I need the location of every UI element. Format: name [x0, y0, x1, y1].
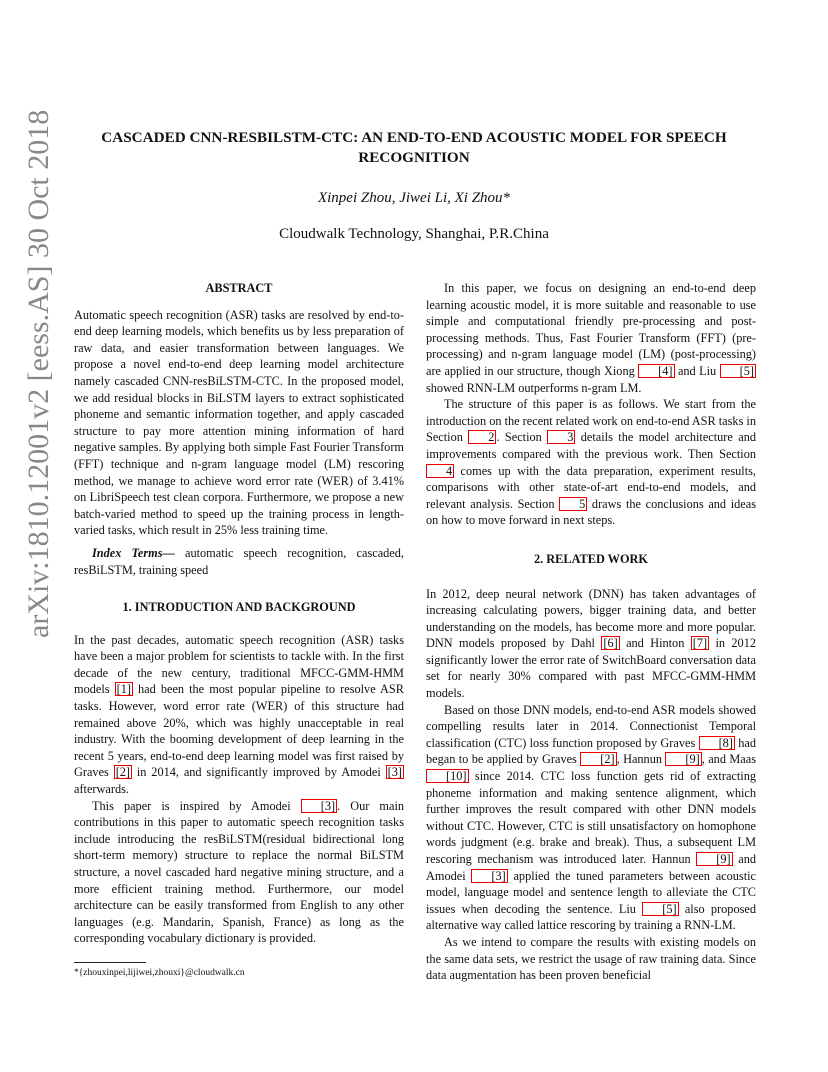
intro-paragraph-3: In this paper, we focus on designing an end-to-end deep learning acoustic model, it is more suitable and reasonable to use simple and computational friendly pre-processing and post-processing methods. Thus, Fast Fourier Transform (FFT) (pre-processing) and n-gram language model (LM) (post-processing) are applied in our structure, though Xiong [4] and Liu [5] showed RNN-LM outperforms n-gram LM.	[426, 281, 756, 395]
citation-link[interactable]: [5]	[720, 364, 756, 378]
citation-link[interactable]: [2]	[115, 765, 131, 780]
citation-link[interactable]: [2]	[580, 752, 616, 766]
section-2-heading: 2. RELATED WORK	[534, 551, 648, 566]
citation-link[interactable]: [3]	[471, 869, 507, 883]
section-link[interactable]: 3	[547, 430, 575, 444]
authors: Xinpei Zhou, Jiwei Li, Xi Zhou*	[317, 190, 511, 206]
citation-link[interactable]: [8]	[699, 736, 735, 750]
section-2-paragraph-2: Based on those DNN models, end-to-end ASR models showed compelling results later in 2014. Connectionist Temporal classification (CTC) loss function proposed by Graves [8] had began to be applied by Graves [2] , Hannun [9] , and Maas [10] since 2014. CTC loss function gets rid of extracting phoneme information and making sentence alignment, which further improves the result compared with other DNN models without CTC. However, CTC is still unsatisfactory on homophone words judgment (e.g. brake and break). Thus, a subsequent LM rescoring mechanism was introduced later. Hannun [9] and Amodei [3] applied the tuned parameters between acoustic model, language model and sentence length to alleviate the CTC issues when decoding the sentence. Liu [5] also proposed alternative way called lattice rescoring by training a RNN-LM.	[426, 702, 757, 933]
left-column	[74, 280, 404, 947]
citation-link[interactable]: [5]	[642, 902, 678, 916]
section-link[interactable]: 2	[468, 430, 496, 444]
citation-link[interactable]: [1]	[116, 682, 131, 697]
section-1-paragraph-2: This paper is inspired by Amodei [3] . Our main contributions in this paper to automatic speech recognition tasks include introducing the resBiLSTM(residual bidirectional long short-term memory) structure to replace the normal BiLSTM structure, a novel cascaded hard negative mining structure, and a more efficient training method. Furthermore, our model architecture can be easily transformed from English to any other languages (e.g. Mandarin, Spanish, France) as long as the corresponding vocabulary dictionary is provided.	[74, 798, 405, 946]
index-terms	[74, 545, 404, 578]
title-line-2: RECOGNITION	[358, 149, 470, 166]
affiliation: Cloudwalk Technology, Shanghai, P.R.China	[279, 226, 549, 242]
section-2-paragraph-3: As we intend to compare the results with existing models on the same data sets, we restrict the usage of raw training data. Since data augmentation has been proven beneficial	[426, 934, 756, 983]
citation-link[interactable]: [6]	[603, 636, 618, 651]
abstract-text: Automatic speech recognition (ASR) tasks are resolved by end-to-end deep learning models, which benefits us by less preparation of raw data, and easier transformation between languages. We propose a novel end-to-end deep learning model architecture namely cascaded CNN-resBiLSTM-CTC. In the proposed model, we add residual blocks in BiLSTM layers to extract sophisticated phoneme and semantic information together, and apply cascaded structure to pay more attention mining information of hard negative samples. By applying both simple Fast Fourier Transform (FFT) technique and n-gram language model (LM) rescoring method, we manage to achieve word error rate (WER) of 3.41% on LibriSpeech test clean corpora. Furthermore, we propose a new batch-varied method to speed up the training process in length-varied tasks, which result in 25% less training time.	[74, 307, 404, 538]
citation-link[interactable]: [9]	[665, 752, 701, 766]
footnote-rule	[74, 962, 146, 963]
section-1-heading: 1. INTRODUCTION AND BACKGROUND	[122, 600, 356, 615]
citation-link[interactable]: [3]	[387, 765, 403, 780]
citation-link[interactable]: [7]	[692, 636, 708, 651]
section-1-paragraph-1: In the past decades, automatic speech recognition (ASR) tasks have been a major problem for scientists to tackle with. In the first decade of the new century, traditional MFCC-GMM-HMM models [1] had been the most popular pipeline to resolve ASR tasks. However, word error rate (WER) of this structure had remained above 20%, which was highly unacceptable in real industry. With the booming development of deep learning in the recent 5 years, end-to-end deep learning model was first raised by Graves [2] in 2014, and significantly improved by Amodei [3] afterwards.	[74, 632, 404, 797]
index-terms-text: automatic speech recognition, cascaded, resBiLSTM, training speed	[74, 545, 404, 577]
section-2-paragraph-1: In 2012, deep neural network (DNN) has taken advantages of increasing calculating powers, bigger training data, and better understanding on the models, has become more and more popular. DNN models proposed by Dahl [6] and Hinton [7] in 2012 significantly lower the error rate of SwitchBoard conversation data set for nearly 30% compared with past MFCC-GMM-HMM models.	[426, 586, 756, 701]
intro-paragraph-4: The structure of this paper is as follows. We start from the introduction on the recent related work on end-to-end ASR tasks in Section 2 . Section 3 details the model architecture and improvements compared with the previous work. Then Section 4 comes up with the data preparation, experiment results, comparisons with other state-of-art end-to-end models, and relevant analysis. Section 5 draws the conclusions and ideas on how to move forward in next steps.	[426, 397, 757, 528]
title-line-1: CASCADED CNN-RESBILSTM-CTC: AN END-TO-END ACOUSTIC MODEL FOR SPEECH	[101, 129, 727, 146]
right-column	[426, 280, 756, 984]
section-link[interactable]: 4	[426, 464, 454, 478]
arxiv-identifier: arXiv:1810.12001v2 [eess.AS] 30 Oct 2018	[22, 109, 55, 638]
citation-link[interactable]: [10]	[426, 769, 469, 783]
footnote: *{zhouxinpei,lijiwei,zhouxi}@cloudwalk.cn	[74, 968, 245, 978]
abstract-heading: ABSTRACT	[205, 281, 273, 295]
citation-link[interactable]: [4]	[638, 364, 674, 378]
index-terms-label: Index Terms—	[92, 545, 175, 560]
section-link[interactable]: 5	[559, 497, 587, 511]
paper-title	[70, 128, 758, 168]
citation-link[interactable]: [9]	[696, 852, 732, 866]
citation-link[interactable]: [3]	[301, 799, 337, 813]
